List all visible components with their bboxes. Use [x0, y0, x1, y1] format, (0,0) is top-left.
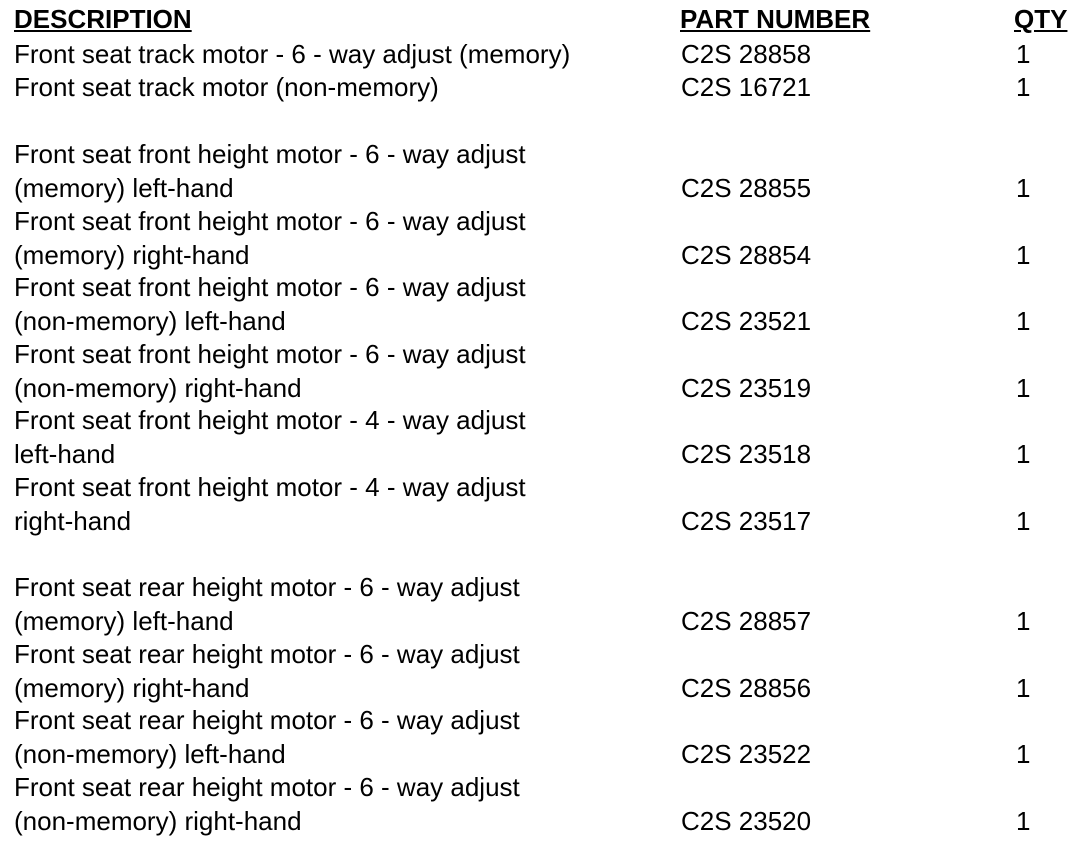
table-row: [0, 471, 1088, 538]
row-qty: 1: [1016, 239, 1031, 270]
table-row: [0, 38, 1088, 71]
description-column-header: DESCRIPTION: [14, 4, 192, 34]
row-part-number: C2S 23517: [681, 505, 812, 536]
table-row: [0, 205, 1088, 272]
description-line: Front seat front height motor - 4 - way adjust: [14, 472, 526, 503]
row-part-number: C2S 28855: [681, 172, 812, 203]
description-line: (non-memory) left-hand: [14, 738, 286, 769]
row-description: [14, 38, 634, 71]
row-qty: 1: [1016, 738, 1031, 769]
description-line: Front seat rear height motor - 6 - way adjust: [14, 572, 520, 603]
row-description: [14, 205, 634, 272]
description-line: Front seat rear height motor - 6 - way adjust: [14, 705, 520, 736]
table-row: [0, 271, 1088, 338]
description-line: Front seat rear height motor - 6 - way adjust: [14, 639, 520, 670]
description-line: Front seat front height motor - 4 - way adjust: [14, 405, 526, 436]
table-row: [0, 704, 1088, 771]
row-qty: 1: [1016, 672, 1031, 703]
table-row: [0, 771, 1088, 838]
row-description: [14, 404, 634, 471]
row-qty: 1: [1016, 38, 1031, 69]
row-part-number: C2S 28856: [681, 672, 812, 703]
row-part-number: C2S 23519: [681, 372, 812, 403]
description-line: Front seat rear height motor - 6 - way adjust: [14, 772, 520, 803]
row-part-number: C2S 23522: [681, 738, 812, 769]
row-part-number: C2S 23521: [681, 305, 812, 336]
table-row: [0, 338, 1088, 405]
table-row: [0, 138, 1088, 205]
row-part-number: C2S 23520: [681, 805, 812, 836]
row-qty: 1: [1016, 372, 1031, 403]
row-part-number: C2S 28854: [681, 239, 812, 270]
row-description: [14, 571, 634, 638]
description-line: (memory) left-hand: [14, 605, 234, 636]
table-row: [0, 571, 1088, 638]
description-line: (memory) right-hand: [14, 672, 250, 703]
row-description: [14, 271, 634, 338]
row-qty: 1: [1016, 505, 1031, 536]
row-description: [14, 771, 634, 838]
table-row: [0, 71, 1088, 104]
description-line: Front seat front height motor - 6 - way adjust: [14, 339, 526, 370]
table-row: [0, 638, 1088, 705]
row-description: [14, 338, 634, 405]
row-qty: 1: [1016, 605, 1031, 636]
description-line: (non-memory) left-hand: [14, 305, 286, 336]
description-line: Front seat front height motor - 6 - way adjust: [14, 272, 526, 303]
row-part-number: C2S 28858: [681, 38, 812, 69]
row-qty: 1: [1016, 805, 1031, 836]
table-row: [0, 404, 1088, 471]
row-description: [14, 138, 634, 205]
row-part-number: C2S 23518: [681, 438, 812, 469]
row-part-number: C2S 28857: [681, 605, 812, 636]
qty-column-header: QTY: [1014, 4, 1068, 34]
row-qty: 1: [1016, 438, 1031, 469]
description-line: Front seat track motor - 6 - way adjust (memory): [14, 38, 571, 69]
row-description: [14, 638, 634, 705]
description-line: left-hand: [14, 438, 116, 469]
part-number-column-header: PART NUMBER: [680, 4, 871, 34]
row-description: [14, 704, 634, 771]
description-line: right-hand: [14, 505, 132, 536]
row-part-number: C2S 16721: [681, 71, 812, 102]
description-line: Front seat track motor (non-memory): [14, 71, 439, 102]
description-line: (memory) left-hand: [14, 172, 234, 203]
description-line: (non-memory) right-hand: [14, 805, 302, 836]
row-description: [14, 71, 634, 104]
row-qty: 1: [1016, 172, 1031, 203]
row-qty: 1: [1016, 305, 1031, 336]
description-line: Front seat front height motor - 6 - way adjust: [14, 139, 526, 170]
row-description: [14, 471, 634, 538]
description-line: (memory) right-hand: [14, 239, 250, 270]
row-qty: 1: [1016, 71, 1031, 102]
description-line: Front seat front height motor - 6 - way adjust: [14, 206, 526, 237]
description-line: (non-memory) right-hand: [14, 372, 302, 403]
